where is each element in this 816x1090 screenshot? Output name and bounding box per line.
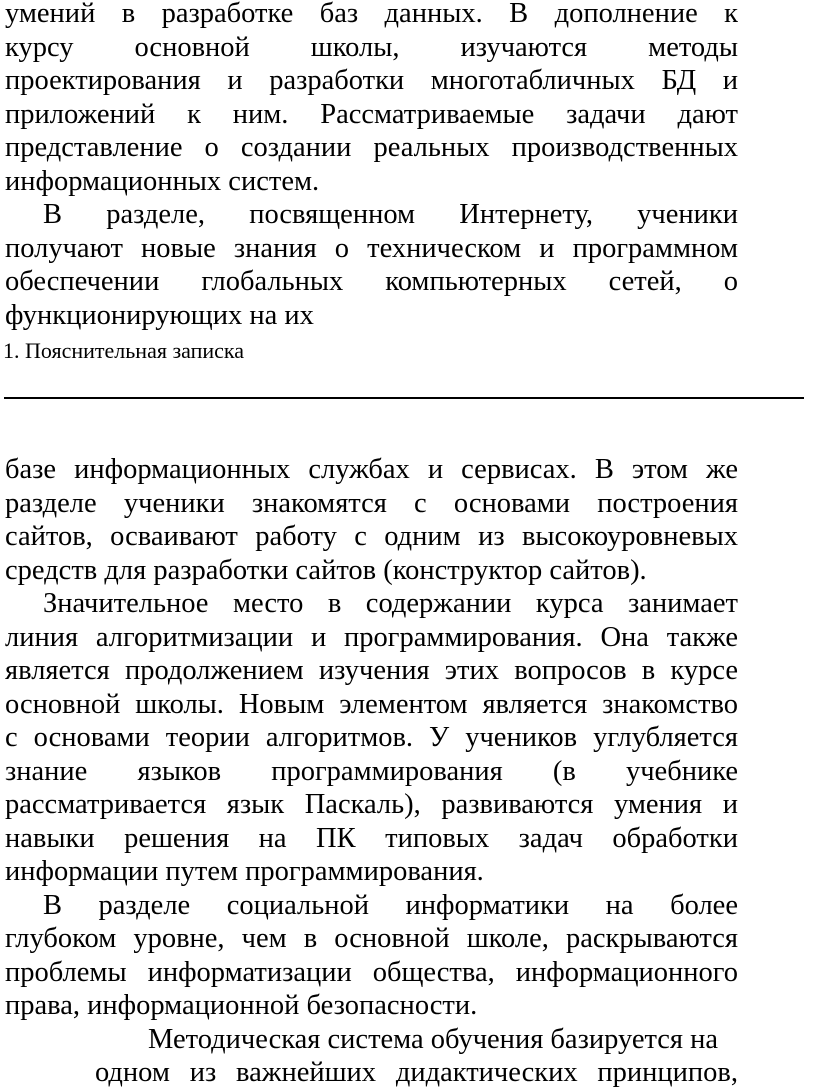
text-line: проектирования и разработки многотабличных БД и	[5, 65, 738, 96]
text-line: разделе ученики знакомятся с основами построения	[5, 487, 738, 519]
text-line: проблемы информатизации общества, информационного	[5, 956, 738, 988]
text-line: основной школы. Новым элементом является знакомство	[5, 688, 738, 720]
text-line: умений в разработке баз данных. В дополнение к	[5, 0, 738, 29]
text-block-top	[5, 0, 738, 332]
text-line: с основами теории алгоритмов. У учеников углубляется	[5, 722, 738, 753]
text-block-bottom	[5, 453, 738, 1090]
text-line: рассматривается язык Паскаль), развиваются умения и	[5, 789, 738, 820]
text-line: права, информационной безопасности.	[5, 990, 478, 1021]
text-line: сайтов, осваивают работу с одним из высокоуровневых	[5, 521, 738, 552]
text-line: глубоком уровне, чем в основной школе, раскрываются	[5, 923, 738, 954]
text-line: средств для разработки сайтов (конструктор сайтов).	[5, 554, 647, 586]
text-line: обеспечении глобальных компьютерных сетей, о	[5, 266, 738, 297]
text-line: базе информационных службах и сервисах. В этом же	[5, 454, 738, 485]
text-line: знание языков программирования (в учебнике	[5, 755, 738, 787]
text-line: линия алгоритмизации и программирования. Она также	[5, 621, 738, 653]
page-divider	[4, 397, 804, 399]
text-line: является продолжением изучения этих вопросов в курсе	[5, 655, 738, 686]
text-line: навыки решения на ПК типовых задач обработки	[5, 822, 738, 854]
text-line: В разделе, посвященном Интернету, ученики	[43, 199, 738, 230]
text-line: информации путем программирования.	[5, 856, 484, 887]
text-line: приложений к ним. Рассматриваемые задачи дают	[5, 98, 738, 130]
text-line: представление о создании реальных производственных	[5, 132, 738, 163]
text-line: курсу основной школы, изучаются методы	[5, 31, 738, 63]
text-line: информационных систем.	[5, 165, 320, 197]
text-line: В разделе социальной информатики на более	[43, 889, 738, 921]
text-line: Методическая система обучения базируется на	[148, 1023, 719, 1055]
text-line: Значительное место в содержании курса занимает	[43, 588, 738, 619]
text-line: получают новые знания о техническом и программном	[5, 232, 738, 264]
text-line: одном из важнейших дидактических принципов,	[95, 1057, 738, 1088]
footer-caption: 1. Пояснительная записка	[3, 338, 245, 363]
text-line: функционирующих на их	[5, 299, 314, 331]
